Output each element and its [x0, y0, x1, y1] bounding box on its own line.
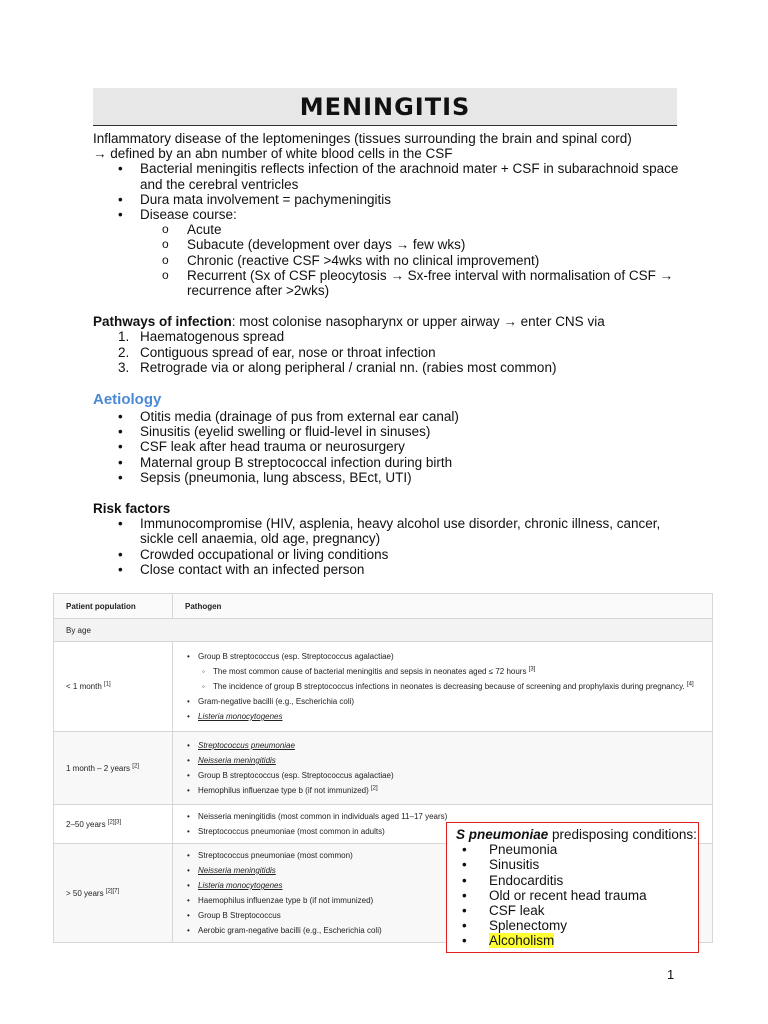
- document-body: [93, 131, 693, 577]
- title-bar: [93, 88, 677, 126]
- table-header: Pathogen: [173, 594, 713, 619]
- pathways-list: [93, 329, 693, 375]
- list-item: • Group B streptococcus (esp. Streptococcus agalactiae): [185, 649, 712, 664]
- table-section-row: [54, 619, 713, 642]
- list-item: • Splenectomy: [456, 918, 698, 933]
- list-item: • Neisseria meningitidis: [185, 753, 712, 768]
- list-item: • Aerobic gram-negative bacilli (e.g., Escherichia coli): [185, 923, 712, 938]
- list-item: • Bacterial meningitis reflects infection of the arachnoid mater + CSF in subarachnoid space and the cerebral ventricles: [93, 161, 693, 191]
- list-item: • Streptococcus pneumoniae (most common in adults): [185, 824, 712, 839]
- list-item: • Sinusitis: [456, 857, 698, 872]
- list-item: • Gram-negative bacilli (e.g., Escherichia coli): [185, 694, 712, 709]
- callout-title: S pneumoniae predisposing conditions:: [456, 827, 697, 842]
- list-item: • Close contact with an infected person: [93, 562, 693, 577]
- list-item: • Sinusitis (eyelid swelling or fluid-level in sinuses): [93, 424, 693, 439]
- list-item: • Hemophilus influenzae type b (if not immunized) [2]: [185, 783, 712, 798]
- pathways-label: Pathways of infection: [93, 314, 232, 330]
- list-item: o Recurrent (Sx of CSF pleocytosis → Sx-free interval with normalisation of CSF → recurrence after >2wks): [93, 268, 693, 298]
- list-item: • CSF leak: [456, 903, 698, 918]
- population-cell: 1 month – 2 years [2]: [54, 732, 173, 805]
- highlighted-text: Alcoholism: [489, 933, 555, 949]
- list-item: o Acute: [93, 222, 693, 237]
- page-title: MENINGITIS: [299, 93, 471, 121]
- aetiology-heading: Aetiology: [93, 391, 162, 409]
- intro-line-1: Inflammatory disease of the leptomeninges (tissues surrounding the brain and spinal cord): [93, 131, 632, 146]
- list-item: • Crowded occupational or living conditions: [93, 547, 693, 562]
- risk-heading: Risk factors: [93, 501, 171, 517]
- intro-line-2: → defined by an abn number of white blood cells in the CSF: [93, 146, 453, 162]
- table-row: [54, 642, 713, 732]
- table-header: Patient population: [54, 594, 173, 619]
- list-item: • Neisseria meningitidis (most common in individuals aged 11–17 years): [185, 809, 712, 824]
- pathogen-cell: [173, 642, 713, 732]
- list-item: • CSF leak after head trauma or neurosurgery: [93, 439, 693, 454]
- list-item: o Chronic (reactive CSF >4wks with no clinical improvement): [93, 253, 693, 268]
- list-item: [456, 933, 698, 948]
- pathways-paragraph: [93, 314, 693, 329]
- list-item: • Group B Streptococcus: [185, 908, 712, 923]
- list-item: ◦ The incidence of group B streptococcus infections in neonates is decreasing because of screening and prophylaxis during pregnancy. [4]: [185, 679, 712, 694]
- list-item: • Dura mata involvement = pachymeningitis: [93, 192, 693, 207]
- table-section-label: By age: [54, 619, 713, 642]
- list-item: • Old or recent head trauma: [456, 888, 698, 903]
- list-item: 1. Haematogenous spread: [118, 329, 285, 345]
- list-item: • Listeria monocytogenes: [185, 709, 712, 724]
- list-item: • Haemophilus influenzae type b (if not immunized): [185, 893, 712, 908]
- list-item: • Sepsis (pneumonia, lung abscess, BEct, UTI): [93, 470, 693, 485]
- list-item: • Streptococcus pneumoniae: [185, 738, 712, 753]
- population-cell: 2–50 years [2][3]: [54, 805, 173, 844]
- list-item: • Immunocompromise (HIV, asplenia, heavy alcohol use disorder, chronic illness, cancer, sickle cell anaemia, old age, pregnancy): [93, 516, 693, 546]
- pathogen-cell: [173, 732, 713, 805]
- intro-bullets: [93, 161, 693, 298]
- callout-box: [446, 822, 699, 953]
- list-item: • Group B streptococcus (esp. Streptococcus agalactiae): [185, 768, 712, 783]
- list-item: 2. Contiguous spread of ear, nose or throat infection: [118, 344, 436, 360]
- list-item: 3. Retrograde via or along peripheral / cranial nn. (rabies most common): [118, 359, 557, 375]
- list-item: • Maternal group B streptococcal infection during birth: [93, 455, 693, 470]
- list-item: • Otitis media (drainage of pus from external ear canal): [93, 409, 693, 424]
- pathways-text: : most colonise nasopharynx or upper airway → enter CNS via: [231, 314, 605, 330]
- page-number: 1: [667, 967, 675, 982]
- list-item: • Pneumonia: [456, 842, 698, 857]
- list-item: • Disease course:: [93, 207, 693, 222]
- list-item: • Endocarditis: [456, 873, 698, 888]
- aetiology-list: [93, 409, 693, 485]
- list-item: ◦ The most common cause of bacterial meningitis and sepsis in neonates aged ≤ 72 hours [3]: [185, 664, 712, 679]
- risk-list: [93, 516, 693, 577]
- population-cell: < 1 month [1]: [54, 642, 173, 732]
- list-item: • Listeria monocytogenes: [185, 878, 712, 893]
- table-header-row: [54, 594, 713, 619]
- list-item: o Subacute (development over days → few wks): [93, 237, 693, 252]
- table-row: [54, 732, 713, 805]
- list-item: • Neisseria meningitidis: [185, 863, 712, 878]
- population-cell: > 50 years [2][7]: [54, 844, 173, 943]
- list-item: • Streptococcus pneumoniae (most common): [185, 848, 712, 863]
